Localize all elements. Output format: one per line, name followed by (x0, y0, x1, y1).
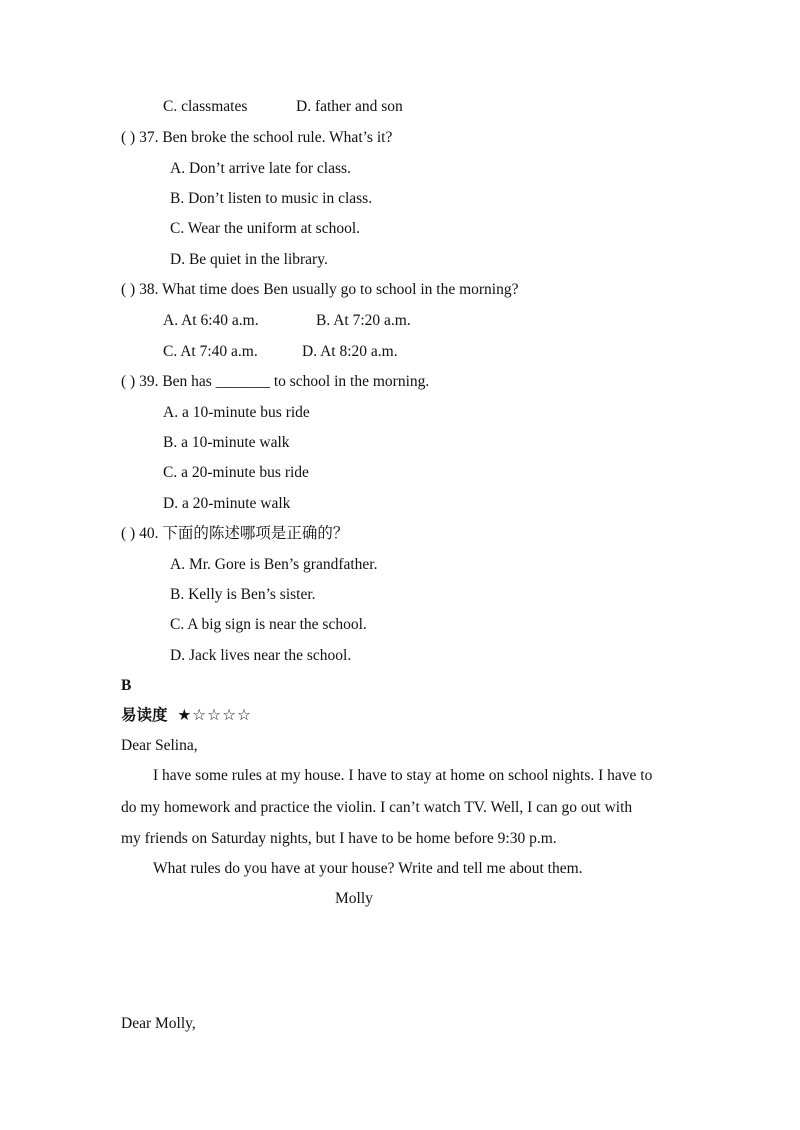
letter-body-line-1: I have some rules at my house. I have to stay at home on school nights. I have to (153, 767, 653, 784)
q39-stem: ( ) 39. Ben has _______ to school in the morning. (121, 373, 430, 390)
q40-option-a: A. Mr. Gore is Ben’s grandfather. (170, 556, 378, 573)
q38-option-b: B. At 7:20 a.m. (316, 312, 411, 329)
letter-body-line-2: do my homework and practice the violin. I can’t watch TV. Well, I can go out with (121, 799, 633, 816)
q38-option-c: C. At 7:40 a.m. (163, 343, 258, 360)
q39-option-a: A. a 10-minute bus ride (163, 404, 310, 421)
q38-stem: ( ) 38. What time does Ben usually go to school in the morning? (121, 281, 519, 298)
q39-option-c: C. a 20-minute bus ride (163, 464, 309, 481)
q40-stem: ( ) 40. 下面的陈述哪项是正确的？ (121, 525, 349, 542)
q39-option-b: B. a 10-minute walk (163, 434, 290, 451)
letter-body-line-4: What rules do you have at your house? Write and tell me about them. (153, 860, 583, 877)
q36-option-c: C. classmates (163, 98, 248, 115)
reply-salutation: Dear Molly, (121, 1015, 196, 1032)
letter-salutation: Dear Selina, (121, 737, 198, 754)
q37-stem: ( ) 37. Ben broke the school rule. What’s it? (121, 129, 393, 146)
letter-body-line-3: my friends on Saturday nights, but I have to be home before 9:30 p.m. (121, 830, 557, 847)
difficulty-rating (121, 706, 252, 726)
section-b-heading: B (121, 677, 132, 694)
difficulty-stars: ★☆☆☆☆ (177, 707, 252, 724)
q39-option-d: D. a 20-minute walk (163, 495, 291, 512)
q37-option-b: B. Don’t listen to music in class. (170, 190, 373, 207)
q37-option-c: C. Wear the uniform at school. (170, 220, 361, 237)
q36-option-d: D. father and son (296, 98, 403, 115)
difficulty-label: 易读度 (121, 707, 168, 724)
q40-option-b: B. Kelly is Ben’s sister. (170, 586, 316, 603)
q38-option-d: D. At 8:20 a.m. (302, 343, 398, 360)
letter-signature: Molly (335, 890, 373, 907)
q37-option-a: A. Don’t arrive late for class. (170, 160, 351, 177)
q40-option-c: C. A big sign is near the school. (170, 616, 367, 633)
q38-option-a: A. At 6:40 a.m. (163, 312, 259, 329)
q37-option-d: D. Be quiet in the library. (170, 251, 328, 268)
q40-option-d: D. Jack lives near the school. (170, 647, 352, 664)
